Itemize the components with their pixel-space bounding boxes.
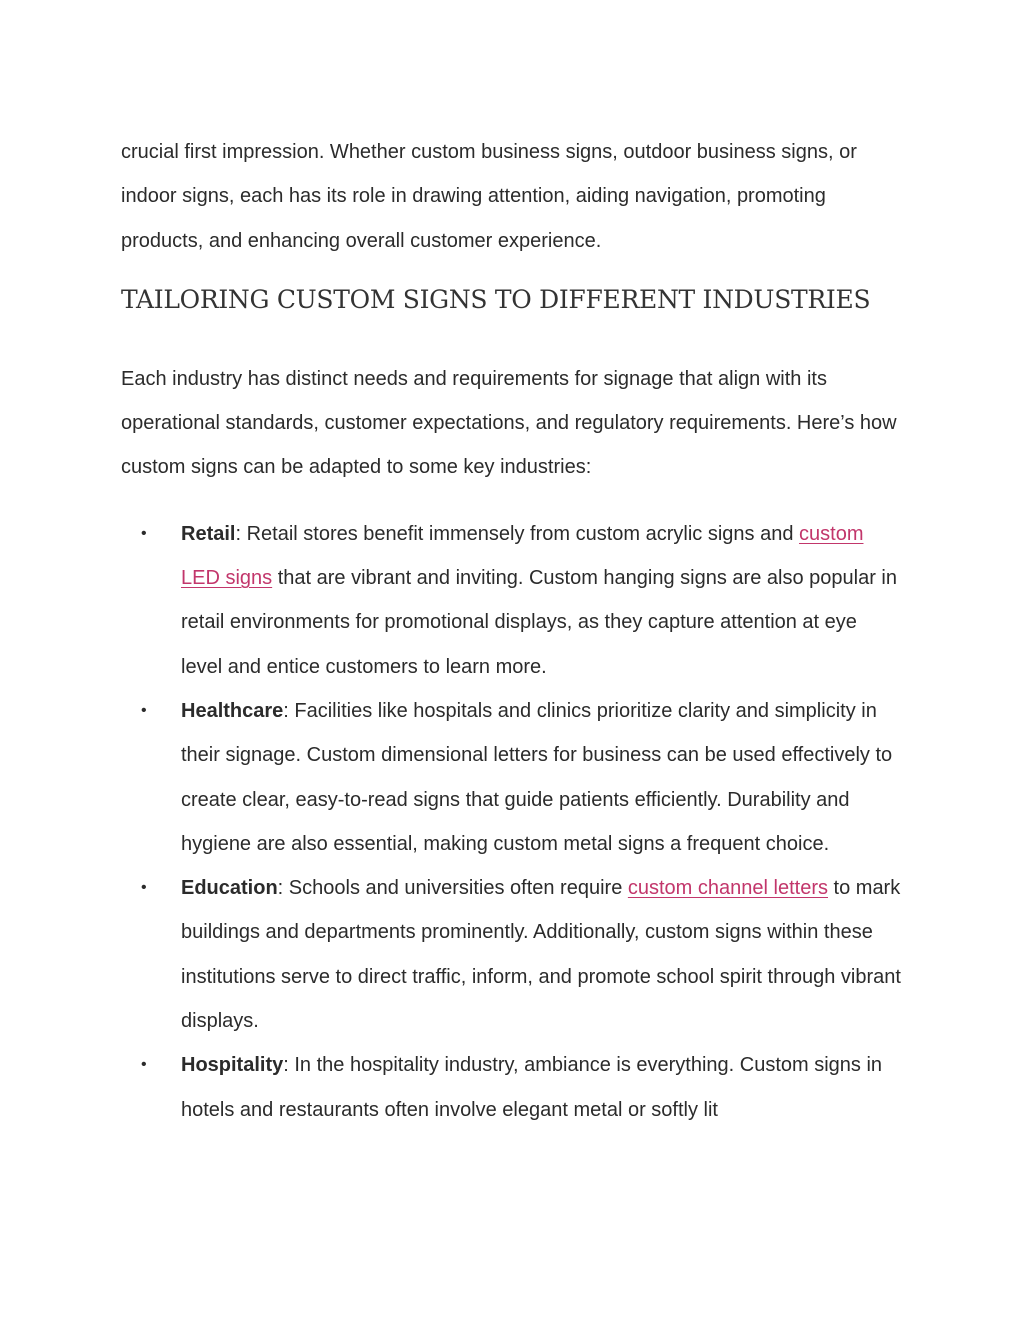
term-healthcare: Healthcare (181, 699, 284, 722)
custom-led-signs-link[interactable]: custom LED signs (181, 522, 864, 590)
education-text-before-link: : Schools and universities often require (277, 877, 628, 900)
bullet-icon: • (141, 879, 147, 897)
list-item-education (121, 866, 901, 1043)
custom-channel-letters-link[interactable]: custom channel letters (627, 877, 828, 900)
retail-text-before-link: : Retail stores benefit immensely from custom acrylic signs and (235, 522, 800, 545)
list-item-healthcare (121, 689, 901, 866)
section-paragraph: Each industry has distinct needs and requirements for signage that align with its operational standards, customer expectations, and regulatory requirements. Here’s how custom signs can be adapted to some key industries: (121, 367, 897, 479)
industries-list (121, 512, 911, 1132)
term-hospitality: Hospitality (181, 1054, 284, 1077)
education-text-after-link: to mark buildings and departments prominently. Additionally, custom signs within these institutions serve to direct traffic, inform, and promote school spirit through vibrant displays. (181, 877, 901, 1033)
document-page (121, 130, 911, 1132)
section-heading: TAILORING CUSTOM SIGNS TO DIFFERENT INDUSTRIES (121, 284, 871, 314)
list-item-hospitality (121, 1043, 901, 1132)
term-retail: Retail (181, 522, 236, 545)
list-item-retail (121, 512, 901, 689)
intro-paragraph: crucial first impression. Whether custom business signs, outdoor business signs, or indoor signs, each has its role in drawing attention, aiding navigation, promoting products, and enhancing overall customer experience. (121, 141, 857, 252)
healthcare-text: : Facilities like hospitals and clinics prioritize clarity and simplicity in their signage. Custom dimensional letters for business can be used effectively to create clear, easy-to-read signs that guide patients efficiently. Durability and hygiene are also essential, making custom metal signs a frequent choice. (181, 699, 893, 855)
term-education: Education (181, 877, 278, 900)
bullet-icon: • (141, 524, 147, 542)
retail-text-after-link: that are vibrant and inviting. Custom hanging signs are also popular in retail environments for promotional displays, as they capture attention at eye level and entice customers to learn more. (181, 567, 897, 678)
bullet-icon: • (141, 1056, 147, 1074)
hospitality-text: : In the hospitality industry, ambiance is everything. Custom signs in hotels and restaurants often involve elegant metal or softly lit (181, 1054, 883, 1121)
bullet-icon: • (141, 701, 147, 719)
